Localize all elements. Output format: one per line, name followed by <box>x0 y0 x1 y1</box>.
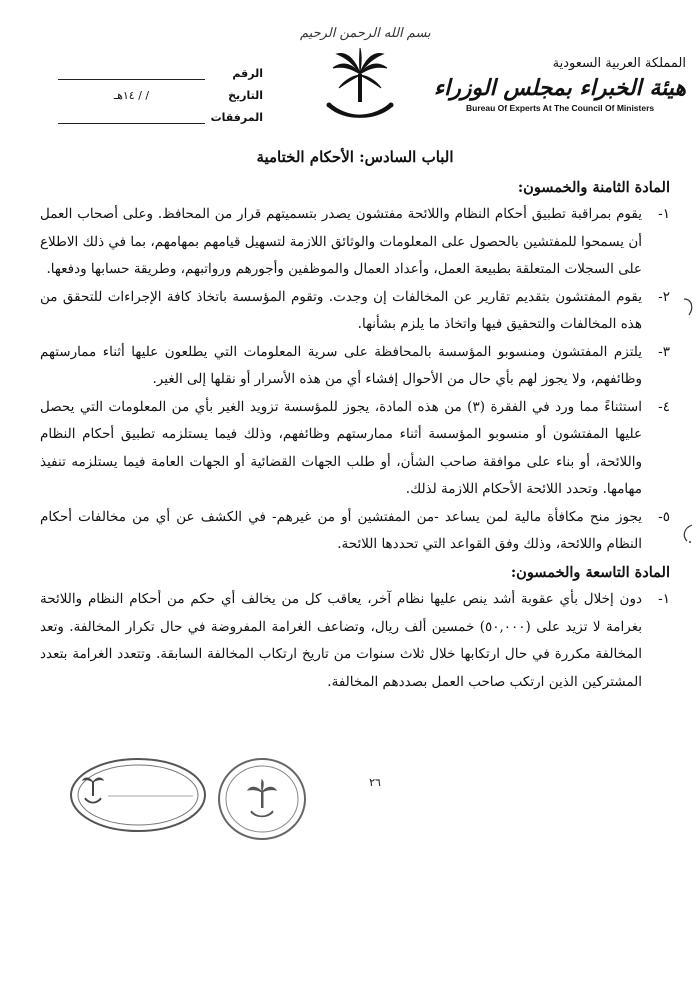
article-58-clause-3 <box>40 339 670 394</box>
clause-number: ٥- <box>658 508 670 525</box>
clause-number: ٣- <box>658 343 670 360</box>
attachments-label: المرفقات <box>210 111 263 124</box>
chapter-title: الباب السادس: الأحكام الختامية <box>256 148 454 166</box>
clause-text: دون إخلال بأي عقوبة أشد ينص عليها نظام آخر، يعاقب كل من يخالف أي حكم من أحكام النظام واللائحة بغرامة لا تزيد على (٥٠,٠٠٠) خمسين ألف ريال، وتضاعف الغرامة المفروضة في حال تكرار المخالفة. وتعد المخالفة مكررة في حال ارتكابها خلال ثلاث سنوات من تاريخ ارتكاب المخالفة السابقة. وتتعدد الغرامة بتعدد المشتركين الذين ارتكب صاحب العمل بصددهم المخالفة. <box>40 591 642 690</box>
organization-name-ar: هيئة الخبراء بمجلس الوزراء <box>433 75 686 101</box>
clause-text: يقوم المفتشون بتقديم تقارير عن المخالفات إن وجدت. وتقوم المؤسسة باتخاذ كافة الإجراءات للتحقق من هذه المخالفات والتحقيق فيها واتخاذ ما يلزم بشأنها. <box>40 288 642 332</box>
ref-label: الرقم <box>232 67 263 80</box>
organization-name-en: Bureau Of Experts At The Council Of Ministers <box>466 103 655 113</box>
clause-text: يقوم بمراقبة تطبيق أحكام النظام واللائحة مفتشون يصدر بتسميتهم قرار من المحافظ. وعلى أصحاب العمل أن يسمحوا للمفتشين بالحصول على المعلومات والوثائق اللازمة لتسهيل قيامهم بمهامهم، بما في ذلك الاطلاع على السجلات المتعلقة بطبيعة العمل، وأعداد العمال والموظفين وأجورهم ورواتبهم، وطريقة حسابها ودفعها. <box>40 206 642 277</box>
reference-block <box>58 58 263 124</box>
organization-block <box>433 56 686 113</box>
basmala-calligraphy: بسم الله الرحمن الرحيم <box>300 26 431 41</box>
date-value: / / ١٤هـ <box>113 89 150 102</box>
article-58-clause-4 <box>40 394 670 504</box>
article-59-clause-1 <box>40 586 670 696</box>
page-number: ٢٦ <box>369 776 381 789</box>
document-body <box>40 140 670 696</box>
palm-swords-emblem-icon <box>323 48 397 126</box>
clause-number: ٢- <box>658 288 670 305</box>
article-58-title: المادة الثامنة والخمسون: <box>517 178 670 196</box>
official-stamp-cabinet <box>216 756 308 842</box>
clause-number: ١- <box>658 591 670 607</box>
clause-number: ١- <box>658 206 670 222</box>
clause-text: يجوز منح مكافأة مالية لمن يساعد -من المفتشين أو من غيرهم- في الكشف عن أي من مخالفات أحكام النظام واللائحة، وذلك وفق القواعد التي تحددها اللائحة. <box>40 508 642 552</box>
binder-mark-icon <box>680 522 694 544</box>
attachments-row <box>58 102 263 124</box>
date-label: التاريخ <box>228 89 263 102</box>
ref-row <box>58 58 263 80</box>
article-58-clause-2 <box>40 284 670 339</box>
official-stamp-bureau <box>68 756 208 834</box>
binder-mark-icon <box>682 296 696 318</box>
clause-text: استثناءً مما ورد في الفقرة (٣) من هذه المادة، يجوز للمؤسسة تزويد الغير بأي من المعلومات التي يحصل عليها المفتشون أو منسوبو المؤسسة أثناء ممارستهم وظائفهم، وذلك فيما يستلزمه تطبيق أحكام النظام واللائحة، أو بناء على موافقة صاحب الشأن، أو طلب الجهات القضائية أو الجهات العامة فيما يستلزمه تنفيذ مهامها. وتحدد اللائحة الأحكام اللازمة لذلك. <box>40 398 642 497</box>
clause-number: ٤- <box>658 398 670 415</box>
article-58-clause-5 <box>40 504 670 559</box>
attachments-line <box>58 111 205 124</box>
date-row <box>58 80 263 102</box>
article-58-clause-1 <box>40 201 670 284</box>
ref-line <box>58 67 205 80</box>
kingdom-name: المملكة العربية السعودية <box>552 56 686 71</box>
clause-text: يلتزم المفتشون ومنسوبو المؤسسة بالمحافظة على سرية المعلومات التي يطلعون عليها أثناء ممارستهم وظائفهم، ولا يجوز لهم بأي حال من الأحوال إفشاء أي من هذه الأسرار أو نقلها إلى الغير. <box>40 343 642 387</box>
article-59-title: المادة التاسعة والخمسون: <box>510 563 670 581</box>
